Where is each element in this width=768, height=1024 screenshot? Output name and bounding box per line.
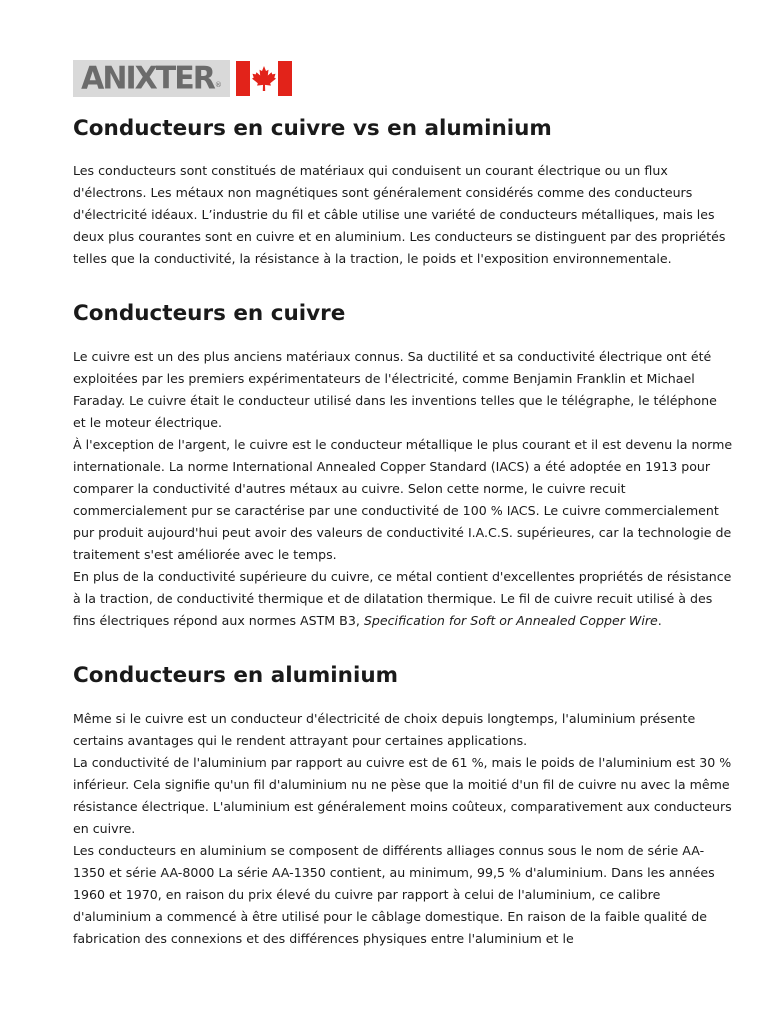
copper-section-heading: Conducteurs en cuivre [73,301,346,326]
copper-paragraph-3-end: . [657,613,662,628]
anixter-logo-registered: ® [214,81,222,89]
aluminium-paragraph-2: La conductivité de l'aluminium par rapport au cuivre est de 61 %, mais le poids de l'aluminium est 30 % inférieur. Cela signifie qu'un fil d'aluminium nu ne pèse que la moitié d'un fil de cuivre nu avec la même résistance électrique. L'aluminium est généralement moins coûteux, comparativement aux conducteurs en cuivre. [73,755,732,836]
copper-paragraph-3 [73,566,733,632]
aluminium-section-heading: Conducteurs en aluminium [73,663,399,688]
header-logos [73,60,733,97]
anixter-logo-text: ANIXTER [81,60,214,97]
copper-paragraph-3-text: En plus de la conductivité supérieure du cuivre, ce métal contient d'excellentes propriétés de résistance à la traction, de conductivité thermique et de dilatation thermique. Le fil de cuivre recuit utilisé à des fins électriques répond aux normes ASTM B3, [73,569,732,628]
document-page [73,60,733,950]
anixter-logo [73,60,230,97]
aluminium-paragraph-3: Les conducteurs en aluminium se composent de différents alliages connus sous le nom de série AA-1350 et série AA-8000 La série AA-1350 contient, au minimum, 99,5 % d'aluminium. Dans les années 1960 et 1970, en raison du prix élevé du cuivre par rapport à celui de l'aluminium, ce calibre d'aluminium a commencé à être utilisé pour le câblage domestique. En raison de la faible qualité de fabrication des connexions et des différences physiques entre l'aluminium et le [73,843,715,946]
aluminium-paragraph-1: Même si le cuivre est un conducteur d'électricité de choix depuis longtemps, l'aluminium présente certains avantages qui le rendent attrayant pour certaines applications. [73,711,696,748]
astm-specification-title: Specification for Soft or Annealed Copper Wire [363,613,658,628]
canada-flag-icon [236,61,292,96]
intro-paragraph: Les conducteurs sont constitués de matériaux qui conduisent un courant électrique ou un flux d'électrons. Les métaux non magnétiques sont généralement considérés comme des conducteurs d'électricité idéaux. L’industrie du fil et câble utilise une variété de conducteurs métalliques, mais les deux plus courantes sont en cuivre et en aluminium. Les conducteurs se distinguent par des propriétés telles que la conductivité, la résistance à la traction, le poids et l'exposition environnementale. [73,163,726,266]
copper-paragraph-1: Le cuivre est un des plus anciens matériaux connus. Sa ductilité et sa conductivité électrique ont été exploitées par les premiers expérimentateurs de l'électricité, comme Benjamin Franklin et Michael Faraday. Le cuivre était le conducteur utilisé dans les inventions telles que le télégraphe, le téléphone et le moteur électrique. [73,349,717,430]
copper-paragraph-2: À l'exception de l'argent, le cuivre est le conducteur métallique le plus courant et il est devenu la norme internationale. La norme International Annealed Copper Standard (IACS) a été adoptée en 1913 pour comparer la conductivité d'autres métaux au cuivre. Selon cette norme, le cuivre recuit commercialement pur se caractérise par une conductivité de 100 % IACS. Le cuivre commercialement pur produit aujourd'hui peut avoir des valeurs de conductivité I.A.C.S. supérieures, car la technologie de traitement s'est améliorée avec le temps. [73,437,733,562]
document-title: Conducteurs en cuivre vs en aluminium [73,116,552,141]
